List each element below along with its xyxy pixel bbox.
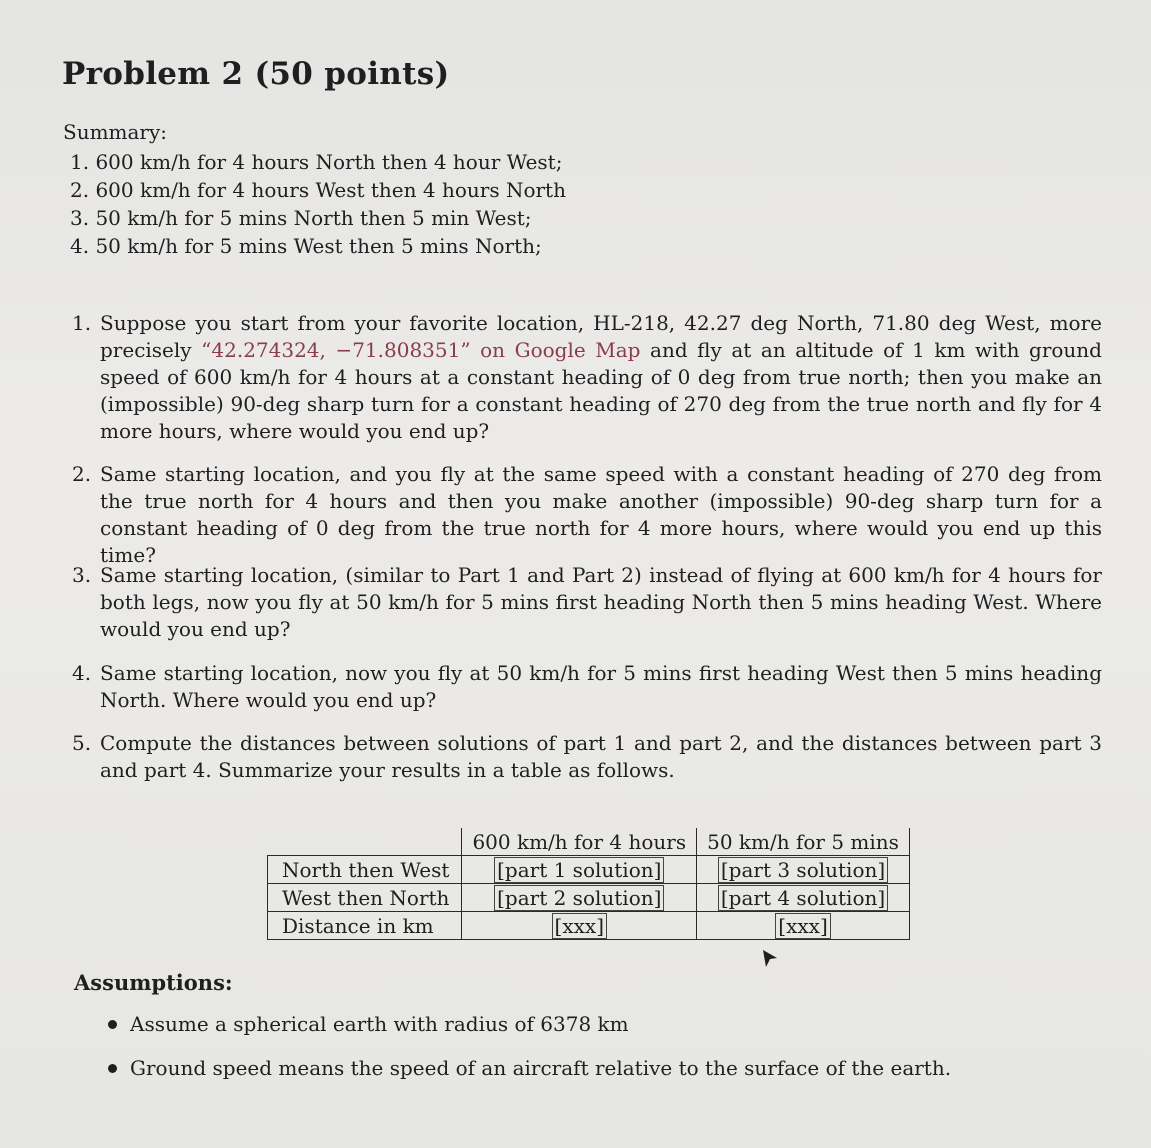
question-2 [72,461,1102,569]
question-4 [72,660,1102,714]
summary-item-number: 1. [70,150,90,174]
question-text: Same starting location, now you fly at 50 km/h for 5 mins first heading West then 5 mins heading North. Where would you end up? [100,661,1102,712]
assumptions-list [108,1012,951,1100]
table-row [268,884,910,912]
question-number: 2. [72,462,92,486]
summary-list [70,148,566,260]
question-text [100,310,1102,445]
summary-item-text: 50 km/h for 5 mins West then 5 mins North; [95,234,542,258]
table-cell [462,912,697,940]
question-1 [72,310,1102,445]
question-number: 1. [72,311,92,335]
table-cell-value: [part 4 solution] [718,885,888,911]
table-cell-value: [xxx] [552,913,607,939]
table-cell [697,856,910,884]
question-number: 5. [72,731,92,755]
question-number: 3. [72,563,92,587]
question-text-part: and fly at an altitude of 1 km with ground speed of 600 km/h for 4 hours at a constant heading of 0 deg from true north; then you make an (impossible) 90-deg sharp turn for a constant heading of 270 deg from the true north and fly for 4 more hours, where would you end up? [100,338,1102,443]
summary-item [70,148,566,176]
question-3 [72,562,1102,643]
question-text-part: Suppose you start from your favorite location, HL-218, 42.27 deg North, 71.80 deg West, more precisely [100,311,1102,362]
bullet-icon [108,1020,117,1029]
results-table [267,828,910,940]
table-row [268,912,910,940]
summary-item [70,232,566,260]
mouse-cursor-icon [760,948,780,970]
question-text: Same starting location, and you fly at the same speed with a constant heading of 270 deg from the true north for 4 hours and then you make another (impossible) 90-deg sharp turn for a constant heading of 0 deg from the true north for 4 more hours, where would you end up this time? [100,462,1102,567]
problem-title: Problem 2 (50 points) [62,56,450,92]
table-cell-value: [xxx] [775,913,830,939]
assumptions-label: Assumptions: [74,970,233,995]
question-text: Compute the distances between solutions of part 1 and part 2, and the distances between part 3 and part 4. Summarize your results in a table as follows. [100,731,1102,782]
summary-item-text: 600 km/h for 4 hours West then 4 hours North [95,178,566,202]
table-cell-value: [part 1 solution] [494,857,664,883]
table-cell [697,884,910,912]
summary-item-number: 2. [70,178,90,202]
question-text: Same starting location, (similar to Part 1 and Part 2) instead of flying at 600 km/h for 4 hours for both legs, now you fly at 50 km/h for 5 mins first heading North then 5 mins heading West. Where would you end up? [100,563,1102,641]
table-cell-value: [part 3 solution] [718,857,888,883]
question-5 [72,730,1102,784]
table-cell [697,912,910,940]
table-row-label: North then West [268,856,462,884]
summary-label: Summary: [63,120,168,144]
table-row-label: West then North [268,884,462,912]
google-map-coordinates: “42.274324, −71.808351” on Google Map [201,338,641,362]
table-cell-value: [part 2 solution] [494,885,664,911]
assumption-text: Ground speed means the speed of an aircraft relative to the surface of the earth. [130,1056,952,1080]
assumption-item [108,1012,951,1056]
table-cell [462,856,697,884]
bullet-icon [108,1064,117,1073]
summary-item [70,204,566,232]
table-row [268,856,910,884]
summary-item-number: 3. [70,206,90,230]
question-number: 4. [72,661,92,685]
table-header: 600 km/h for 4 hours [462,828,697,856]
table-cell [462,884,697,912]
table-header: 50 km/h for 5 mins [697,828,910,856]
summary-item [70,176,566,204]
table-row-label: Distance in km [268,912,462,940]
summary-item-number: 4. [70,234,90,258]
table-header-row [268,828,910,856]
assumption-item [108,1056,951,1100]
summary-item-text: 600 km/h for 4 hours North then 4 hour West; [95,150,563,174]
summary-item-text: 50 km/h for 5 mins North then 5 min West; [95,206,532,230]
assumption-text: Assume a spherical earth with radius of 6378 km [130,1012,629,1036]
table-header-blank [268,828,462,856]
